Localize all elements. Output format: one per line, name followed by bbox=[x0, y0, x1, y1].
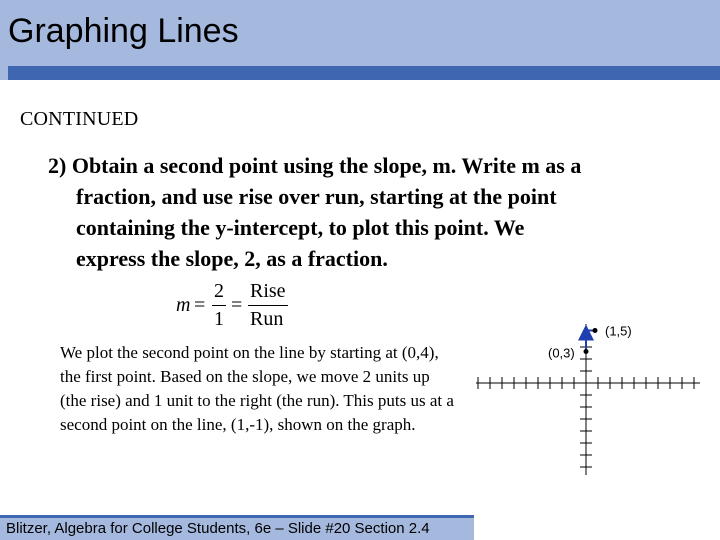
coordinate-graph bbox=[470, 310, 710, 480]
fraction-bar-1 bbox=[212, 305, 226, 306]
title-rule bbox=[0, 66, 720, 80]
formula-m: m bbox=[176, 294, 191, 316]
title-bar bbox=[0, 0, 720, 66]
step-line-3: containing the y-intercept, to plot this point. We bbox=[76, 215, 525, 240]
formula-run: Run bbox=[250, 308, 284, 330]
point-label: (0,3) bbox=[548, 345, 575, 361]
graph-point bbox=[593, 328, 598, 333]
slide-subtitle: CONTINUED bbox=[20, 108, 139, 130]
graph-point bbox=[584, 349, 589, 354]
formula-rise: Rise bbox=[250, 280, 286, 302]
step-line-2: fraction, and use rise over run, starting at the point bbox=[76, 184, 557, 209]
slide-title: Graphing Lines bbox=[8, 12, 239, 50]
formula-equals-2: = bbox=[231, 294, 243, 316]
formula-equals-1: = bbox=[194, 294, 206, 316]
step-line-1: 2) Obtain a second point using the slope, m. Write m as a bbox=[48, 153, 582, 178]
point-label: (1,5) bbox=[605, 323, 632, 339]
slide-footer: Blitzer, Algebra for College Students, 6e – Slide #20 Section 2.4 bbox=[0, 518, 474, 540]
formula-numerator: 2 bbox=[214, 280, 224, 302]
step-two-text bbox=[48, 150, 688, 274]
step-line-4: express the slope, 2, as a fraction. bbox=[76, 246, 388, 271]
x-axis bbox=[476, 377, 700, 389]
title-rule-stub bbox=[0, 66, 8, 80]
fraction-bar-2 bbox=[248, 305, 288, 306]
graph-points bbox=[548, 324, 632, 361]
formula-denominator: 1 bbox=[214, 308, 224, 330]
explanation-text: We plot the second point on the line by starting at (0,4), the first point. Based on the slope, we move 2 units up (the rise) and 1 unit to the right (the run). This puts us at a second point on the line, (1,-1), shown on the graph. bbox=[60, 343, 454, 434]
